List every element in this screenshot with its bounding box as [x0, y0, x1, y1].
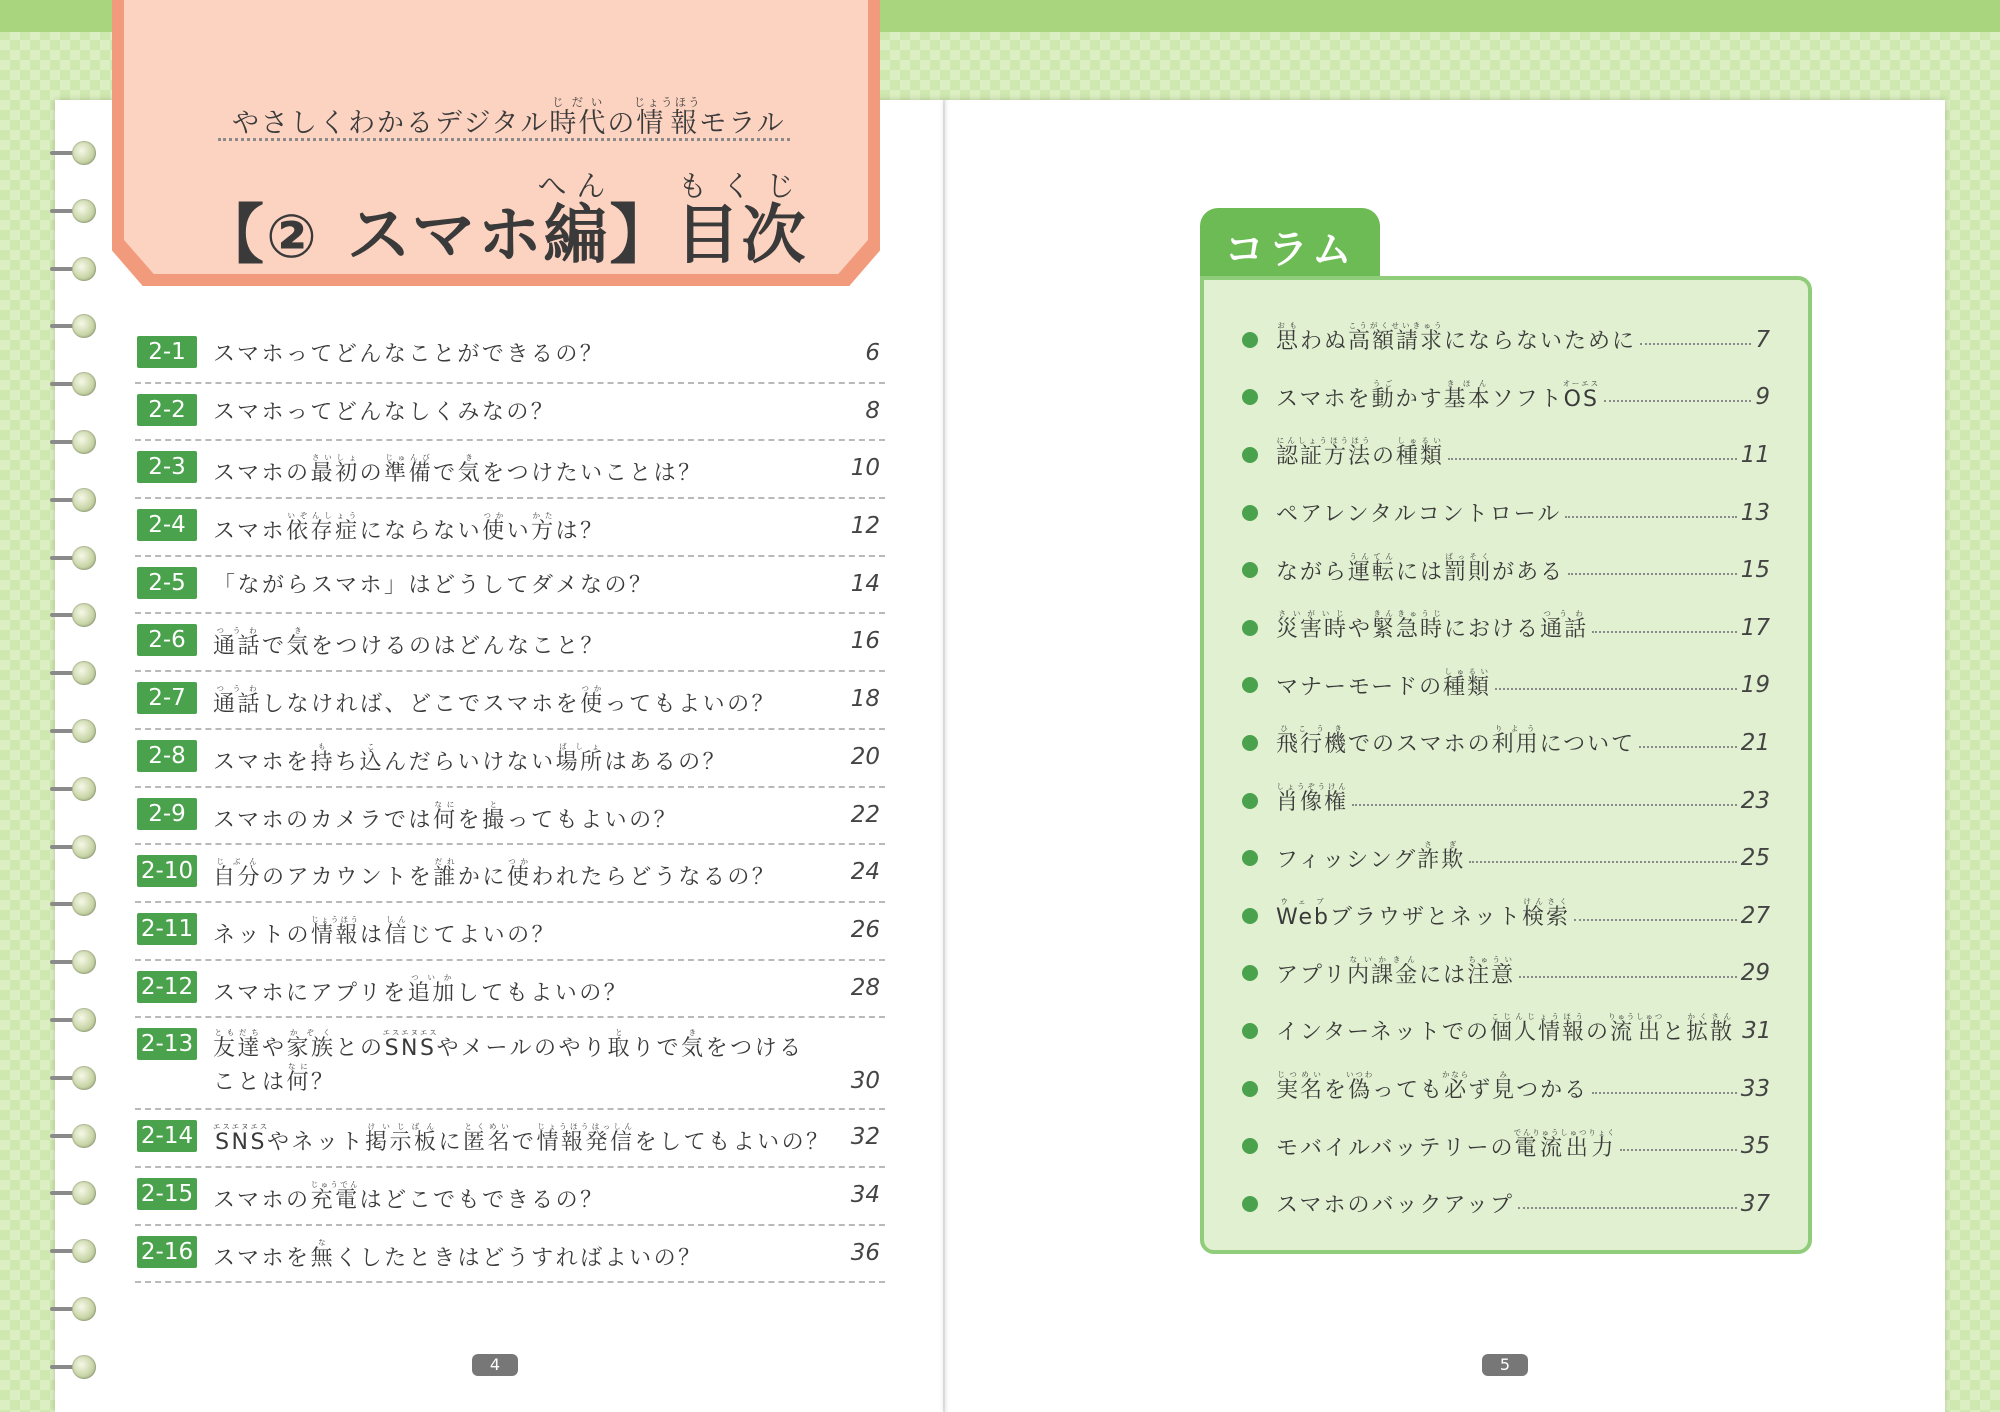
column-item[interactable]: [1242, 997, 1770, 1055]
toc-title: 通話つうわで気きをつけるのはどんなこと？: [213, 626, 606, 660]
toc-number-badge: 2-12: [137, 971, 197, 1003]
toc-number-badge: 2-10: [137, 855, 197, 887]
bullet-dot-icon: [1242, 793, 1258, 809]
toc-title: スマホの充電じゅうでんはどこでもできるの？: [213, 1179, 605, 1213]
dot-leader: [1519, 976, 1737, 978]
bullet-dot-icon: [1242, 332, 1258, 348]
ring-hole: [72, 661, 96, 685]
toc-title: スマホってどんなことができるの？: [213, 342, 605, 367]
toc-page-number: 24: [850, 859, 880, 886]
toc-page-number: 16: [850, 628, 880, 655]
ring-hole: [72, 314, 96, 338]
dot-leader: [1592, 1092, 1737, 1094]
toc-title: 通話つうわしなければ、どこでスマホを使つかってもよいの？: [213, 684, 777, 718]
toc-row[interactable]: [135, 1168, 885, 1226]
dot-leader: [1604, 400, 1751, 402]
binding-ring: [50, 545, 102, 571]
column-item-page: 11: [1740, 441, 1770, 468]
dot-leader: [1574, 919, 1737, 921]
column-item-page: 27: [1740, 902, 1770, 929]
binding-ring: [50, 371, 102, 397]
column-item-title: モバイルバッテリーの電流出力でんりゅうしゅつりょく: [1276, 1127, 1617, 1161]
column-item-page: 19: [1740, 672, 1770, 699]
toc-page-number: 10: [850, 455, 880, 482]
column-item-title: フィッシング詐欺さぎ: [1276, 839, 1466, 873]
binding-ring: [50, 256, 102, 282]
toc-page-number: 20: [850, 743, 880, 770]
page-number-right: 5: [1482, 1354, 1528, 1376]
column-item-title: マナーモードの種類しゅるい: [1276, 666, 1492, 700]
column-item-page: 17: [1740, 614, 1770, 641]
column-item[interactable]: [1242, 882, 1770, 940]
column-item-page: 35: [1740, 1133, 1770, 1160]
toc-title: スマホのカメラでは何なにを撮とってもよいの？: [213, 799, 679, 833]
toc-title: ネットの情報じょうほうは信しんじてよいの？: [213, 914, 557, 948]
toc-number-badge: 2-7: [137, 682, 197, 714]
dot-leader: [1620, 1149, 1736, 1151]
toc-list: [135, 326, 885, 1283]
dot-leader: [1639, 746, 1737, 748]
column-item[interactable]: [1242, 421, 1770, 479]
ring-hole: [72, 141, 96, 165]
toc-page-number: 30: [850, 1068, 880, 1095]
toc-title: 友達ともだちや家族かぞくとのSNSエスエヌエスやメールのやり取とりで気きをつけることは何なに？: [213, 1028, 804, 1096]
toc-number-badge: 2-8: [137, 740, 197, 772]
bullet-dot-icon: [1242, 1138, 1258, 1154]
dot-leader: [1568, 573, 1737, 575]
toc-title: スマホを持もち込こんだらいけない場所ばしょはあるの？: [213, 741, 728, 775]
toc-page-number: 34: [850, 1181, 880, 1208]
binding-ring: [50, 1296, 102, 1322]
column-item-title: アプリ内課金ないかきんには注意ちゅうい: [1276, 954, 1516, 988]
toc-title: スマホにアプリを追加ついかしてもよいの？: [213, 972, 629, 1006]
toc-number-badge: 2-3: [137, 451, 197, 483]
toc-page-number: 36: [850, 1239, 880, 1266]
column-item-title: 認証方法にんしょうほうほうの種類しゅるい: [1276, 436, 1445, 470]
column-item-title: ペアレンタルコントロール: [1276, 502, 1562, 528]
ring-hole: [72, 1066, 96, 1090]
bullet-dot-icon: [1242, 1023, 1258, 1039]
bullet-dot-icon: [1242, 850, 1258, 866]
column-item-page: 15: [1740, 557, 1770, 584]
toc-row[interactable]: [135, 557, 885, 615]
binding-ring: [50, 1354, 102, 1380]
binding-ring: [50, 1123, 102, 1149]
toc-page-number: 28: [850, 974, 880, 1001]
dot-leader: [1518, 1207, 1737, 1209]
dot-leader: [1640, 343, 1751, 345]
circle-number: ②: [266, 202, 319, 272]
bullet-dot-icon: [1242, 389, 1258, 405]
ring-hole: [72, 1297, 96, 1321]
binding-ring: [50, 891, 102, 917]
ring-hole: [72, 1181, 96, 1205]
toc-number-badge: 2-14: [137, 1120, 197, 1152]
ring-hole: [72, 603, 96, 627]
column-item-page: 13: [1740, 499, 1770, 526]
toc-number-badge: 2-2: [137, 394, 197, 426]
series-title: やさしくわかるデジタル時代じだいの情報じょうほうモラル: [232, 95, 786, 139]
toc-title: スマホの最初さいしょの準備じゅんびで気きをつけたいことは？: [213, 453, 703, 487]
binding-ring: [50, 1065, 102, 1091]
column-item[interactable]: [1242, 1055, 1770, 1113]
toc-row[interactable]: [135, 499, 885, 557]
dot-leader: [1469, 861, 1736, 863]
toc-page-number: 6: [865, 340, 880, 366]
binding-ring: [50, 198, 102, 224]
bullet-dot-icon: [1242, 677, 1258, 693]
toc-title: スマホ依存症いぞんしょうにならない使つかい方かたは？: [213, 511, 605, 545]
column-item-title: 飛行機ひこうきでのスマホの利用りようについて: [1276, 724, 1636, 758]
dot-leader: [1592, 631, 1737, 633]
toc-page-number: 14: [850, 570, 880, 597]
series-title-divider: [218, 138, 790, 141]
column-list: [1242, 306, 1770, 1228]
toc-number-badge: 2-1: [137, 336, 197, 368]
bullet-dot-icon: [1242, 505, 1258, 521]
ring-hole: [72, 546, 96, 570]
column-item-title: スマホのバックアップ: [1276, 1193, 1515, 1219]
bullet-dot-icon: [1242, 447, 1258, 463]
bullet-dot-icon: [1242, 562, 1258, 578]
book-spine: [943, 100, 949, 1412]
toc-title: 自分じぶんのアカウントを誰だれかに使つかわれたらどうなるの？: [213, 857, 777, 891]
toc-title: スマホってどんなしくみなの？: [213, 399, 556, 425]
ring-hole: [72, 1124, 96, 1148]
column-item[interactable]: [1242, 1170, 1770, 1228]
ring-hole: [72, 1239, 96, 1263]
column-item[interactable]: [1242, 652, 1770, 710]
column-item-title: 災害時さいがいじや緊急時きんきゅうじにおける通話つうわ: [1276, 609, 1589, 643]
page-heading: [200, 170, 808, 276]
binding-ring: [50, 834, 102, 860]
toc-row[interactable]: [135, 903, 885, 961]
toc-page-number: 8: [865, 397, 880, 424]
bullet-dot-icon: [1242, 1081, 1258, 1097]
dot-leader: [1495, 688, 1737, 690]
bullet-dot-icon: [1242, 908, 1258, 924]
ring-hole: [72, 719, 96, 743]
ring-hole: [72, 488, 96, 512]
binding-ring: [50, 1238, 102, 1264]
column-header: コラム: [1224, 227, 1356, 273]
ring-hole: [72, 835, 96, 859]
column-item[interactable]: [1242, 594, 1770, 652]
toc-row[interactable]: [135, 441, 885, 499]
toc-page-number: 32: [850, 1124, 880, 1151]
column-item-title: インターネットでの個人情報こじんじょうほうの流出りゅうしゅつと拡散かくさん: [1276, 1012, 1735, 1046]
page-number-left: 4: [472, 1354, 518, 1376]
toc-number-badge: 2-6: [137, 624, 197, 656]
binding-ring: [50, 1180, 102, 1206]
binding-ring: [50, 776, 102, 802]
toc-page-number: 26: [850, 916, 880, 943]
toc-number-badge: 2-5: [137, 567, 197, 599]
column-item-page: 37: [1740, 1190, 1770, 1217]
bullet-dot-icon: [1242, 735, 1258, 751]
toc-title: スマホを無なくしたときはどうすればよいの？: [213, 1237, 703, 1271]
dot-leader: [1448, 458, 1737, 460]
binding-ring: [50, 487, 102, 513]
column-item-page: 23: [1740, 787, 1770, 814]
column-item-title: Webウェブブラウザとネット検索けんさく: [1276, 897, 1570, 931]
toc-row[interactable]: [135, 1226, 885, 1284]
binding-ring: [50, 660, 102, 686]
bullet-dot-icon: [1242, 620, 1258, 636]
column-item-page: 29: [1740, 960, 1770, 987]
toc-row[interactable]: [135, 614, 885, 672]
toc-row[interactable]: [135, 1018, 885, 1110]
column-item-title: 実名じつめいを偽いつわっても必かならず見みつかる: [1276, 1070, 1589, 1104]
toc-number-badge: 2-16: [137, 1236, 197, 1268]
binding-ring: [50, 949, 102, 975]
toc-row[interactable]: [135, 730, 885, 788]
toc-page-number: 22: [850, 801, 880, 828]
ring-hole: [72, 892, 96, 916]
dot-leader: [1565, 516, 1736, 518]
heading-bracket-open: 【: [200, 199, 266, 273]
column-item[interactable]: [1242, 709, 1770, 767]
heading-text: スマホ編へん】目次もくじ: [346, 169, 808, 273]
ring-hole: [72, 257, 96, 281]
toc-number-badge: 2-15: [137, 1178, 197, 1210]
ring-hole: [72, 1008, 96, 1032]
binding-ring: [50, 429, 102, 455]
ring-hole: [72, 430, 96, 454]
bullet-dot-icon: [1242, 965, 1258, 981]
toc-number-badge: 2-9: [137, 798, 197, 830]
toc-row[interactable]: [135, 845, 885, 903]
toc-row[interactable]: [135, 788, 885, 846]
column-item-page: 21: [1740, 729, 1770, 756]
toc-page-number: 12: [850, 513, 880, 540]
column-item-title: 肖像権しょうぞうけん: [1276, 782, 1349, 816]
binding-ring: [50, 1007, 102, 1033]
column-item[interactable]: [1242, 306, 1770, 364]
ring-hole: [72, 372, 96, 396]
toc-number-badge: 2-4: [137, 509, 197, 541]
toc-title: 「ながらスマホ」はどうしてダメなの？: [213, 572, 654, 598]
column-item[interactable]: [1242, 940, 1770, 998]
toc-row[interactable]: [135, 961, 885, 1019]
binding-ring: [50, 602, 102, 628]
spiral-binding: [50, 140, 110, 1400]
ring-hole: [72, 950, 96, 974]
column-item[interactable]: [1242, 1112, 1770, 1170]
toc-number-badge: 2-11: [137, 913, 197, 945]
toc-title: SNSエスエヌエスやネット掲示板けいじばんに匿名とくめいで情報発信じょうほうはっしんをしてもよいの？: [213, 1122, 831, 1156]
binding-ring: [50, 718, 102, 744]
column-item-page: 9: [1755, 384, 1770, 411]
binding-ring: [50, 313, 102, 339]
toc-row[interactable]: [135, 326, 885, 384]
column-item-title: ながら運転うんてんには罰則ばっそくがある: [1276, 551, 1565, 585]
column-item-page: 31: [1742, 1017, 1772, 1044]
column-item-page: 25: [1740, 845, 1770, 872]
toc-page-number: 18: [850, 686, 880, 713]
column-item-page: 7: [1755, 326, 1770, 353]
column-item[interactable]: [1242, 479, 1770, 537]
column-item-page: 33: [1740, 1075, 1770, 1102]
toc-row[interactable]: [135, 672, 885, 730]
toc-number-badge: 2-13: [137, 1028, 197, 1060]
toc-row[interactable]: [135, 384, 885, 442]
column-item-title: スマホを動うごかす基本きほんソフトOSオーエス: [1276, 378, 1600, 412]
dot-leader: [1352, 804, 1737, 806]
ring-hole: [72, 777, 96, 801]
column-item[interactable]: [1242, 364, 1770, 422]
column-item[interactable]: [1242, 767, 1770, 825]
column-item[interactable]: [1242, 536, 1770, 594]
ring-hole: [72, 1355, 96, 1379]
column-item-title: 思おもわぬ高額請求こうがくせいきゅうにならないために: [1276, 321, 1637, 355]
bullet-dot-icon: [1242, 1196, 1258, 1212]
column-item[interactable]: [1242, 824, 1770, 882]
toc-row[interactable]: [135, 1110, 885, 1168]
ring-hole: [72, 199, 96, 223]
binding-ring: [50, 140, 102, 166]
